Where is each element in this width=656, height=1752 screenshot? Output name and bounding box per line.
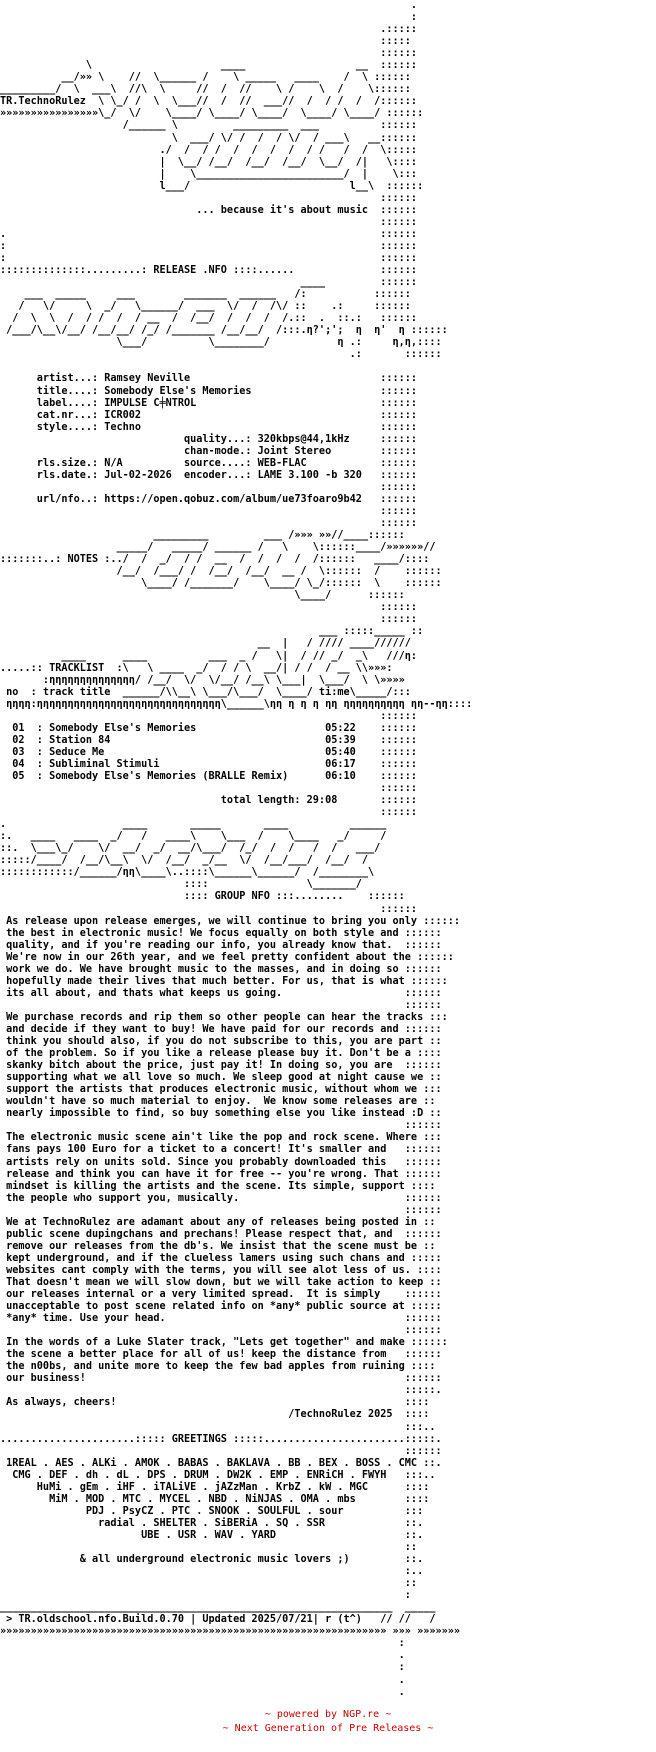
next-generation-link[interactable]: ~ Next Generation of Pre Releases ~ bbox=[222, 1723, 434, 1734]
powered-by-footer bbox=[0, 1708, 656, 1736]
powered-by-link[interactable]: ~ powered by NGP.re ~ bbox=[264, 1709, 392, 1720]
nfo-ascii-document: . : .::::: ::::: :::::: \ ____ __ :::::: __/»» \ // \______ / \ _____ ____ / \ :::::: _________/ \ ___\ //\ \ // / // \ / \ / \:::::: TR.TechnoRulez \ \_/ / \ \___// / // ___// / / / / /:::::: »»»»»»»»»»»»»»»»\_/ \/ \____/ \____/ \____/ \____/ \____/ :::::: /______ \ _________ ___ :::::: \ ___/ \/ / / / \/ / ___\ __:::::: ./ / / / / / / / / / / / \::::: | \__/ /__/ /__/ /__/ \__/ /| \:::: | \________________________/ | \::: l___/ l__\ :::::: :::::: ... because it's about music :::::: :::::: . :::::: : :::::: : :::::: ::::::::::::::.........: RELEASE .NFO ::::...... :::::: ____ :::::: ___ _____ ___ _______ ______ /: :::::: / \/ \ _/ \______/ ___ \/ / /\/ :: .: :::::: / \ \ / / / / / __ / /__/ / / / /.:: . ::.: :::::: /___/\__\/__/ /__/__/ /_/ /_______ /__/__/ /:::.η?';'; η η' η :::::: \___/ \________/ η .: η,η,:::: .: :::::: artist...: Ramsey Neville :::::: title....: Somebody Else's Memories :::::: label....: IMPULSE C╪NTROL :::::: cat.nr...: ICR002 :::::: style....: Techno :::::: quality...: 320kbps@44,1kHz :::::: chan-mode.: Joint Stereo :::::: rls.size.: N/A source....: WEB-FLAC :::::: rls.date.: Jul-02-2026 encoder...: LAME 3.100 -b 320 :::::: :::::: url/nfo..: https://open.qobuz.com/album/ue73foaro9b42 :::::: :::::: :::::: _________ ___ /»»» »»//____:::::: _____/ _____/ ______ / \ \::::::____/»»»»»»// :::::::..: NOTES :../ / _/ / / __ / / / / /:::::: ____/:::: /__/ /___/ / /__/ /__/ __ / \:::::: / :::::: \____/ /_______/ \____/ \_/:::::: \ :::::: \____/ :::::: :::::: :::::: ___ :::::_____ :: __ | / //// ____////// ____ ____ ___ _ / \| / // _/ _\ ///η: .....:: TRACKLIST :\ \ ____ _/ / / \ __/| / / / __ \\»»»: :ηηηηηηηηηηηηηη/ /__/ \/ \/__/ /__\ \___| \___/ \ \»»»» no : track title ______/\\__\ \___/\___/ \____/ ti:me\_____/::: ηηηη:ηηηηηηηηηηηηηηηηηηηηηηηηηηηηηη\______\ηη η η η ηη ηηηηηηηηηη ηη--ηη:::: :::::: 01 : Somebody Else's Memories 05:22 :::::: 02 : Station 84 05:39 :::::: 03 : Seduce Me 05:40 :::::: 04 : Subliminal Stimuli 06:17 :::::: 05 : Somebody Else's Memories (BRALLE Remix) 06:10 :::::: :::::: total length: 29:08 :::::: :::::: . ____ _____ ____ ______ :. ____ ____ _/ / ____\ \___ / \____ _/ / ::. \___\_/ \/ __/ _/ __/\___/ /_/ / / / / ___/ :::::/____/ /__/\__\ \/ /__/ _/__ \/ /__/___/ /__/ / ::::::::::::/______/ηη\____\..::::\______\______/ /________\ :::: \_______/ :::: GROUP NFO :::........ :::::: :::::: As release upon release emerges, we will continue to bring you only :::::: the best in electronic music! We focus equally on both style and :::::: quality, and if you're reading our info, you already know that. :::::: We're now in our 26th year, and we feel pretty confident about the :::::: work we do. We have brought music to the masses, and in doing so :::::: hopefully made their lives that much better. For us, that is what :::::: its all about, and thats what keeps us going. :::::: :::::: We purchase records and rip them so other people can hear the tracks ::: and decide if they want to buy! We have paid for our records and :::::: think you should also, if you do not subscribe to this, you are part :: of the problem. So if you like a release please buy it. Don't be a :::: skanky bitch about the price, just pay it! In doing so, you are :::::: supporting what we all love so much. We sleep good at night cause we :: support the artists that produces electronic music, without whom we ::: wouldn't have so much material to enjoy. We know some releases are :: nearly impossible to find, so buy something else you like instead :D :: :::::: The electronic music scene ain't like the pop and rock scene. Where ::: fans pays 100 Euro for a ticket to a concert! It's smaller and :::::: artists rely on units sold. Since you probably downloaded this :::::: release and think you can have it for free -- you're wrong. That :::::: mindset is killing the artists and the scene. Its simple, support :::: the people who support you, musically. :::::: :::::: We at TechnoRulez are adamant about any of releases being posted in :: public scene dupingchans and prechans! Please respect that, and :::::: remove our releases from the db's. We insist that the scene must be :: kept underground, and if the clueless lamers using such chans and ::::: websites cant comply with the terms, you will see alot less of us. :::: That doesn't mean we will slow down, but we will take action to keep :: our releases internal or a very limited spread. It is simply :::::: unacceptable to post scene related info on *any* public source at ::::: *any* time. Use your head. :::::: :::::: In the words of a Luke Slater track, "Lets get together" and make :::::: the scene a better place for all of us! keep the distance from :::::: the n00bs, and unite more to keep the few bad apples from ruining :::: our business! :::::: :::::. As always, cheers! :::: /TechnoRulez 2025 :::: :::.. ......................::::: GREETINGS :::::.......................:::::. :::::: 1REAL . AES . ALKi . AMOK . BABAS . BAKLAVA . BB . BEX . BOSS . CMC ::. CMG . DEF . dh . dL . DPS . DRUM . DW2K . EMP . ENRiCH . FWYH :::.. HuMi . gEm . iHF . iTALiVE . jAZzMan . KrbZ . kW . MGC :::: MiM . MOD . MTC . MYCEL . NBD . NiNJAS . OMA . mbs :::: PDJ . PsyCZ . PTC . SNOOK . SOULFUL . sour ::: radial . SHELTER . SiBERiA . SQ . SSR ::. UBE . USR . WAV . YARD ::. :: & all underground electronic music lovers ;) ::. :.. :: : ________________________________________________________________ _____ > TR.oldschool.nfo.Build.0.70 | Updated 2025/07/21| r (t^) // // / »»»»»»»»»»»»»»»»»»»»»»»»»»»»»»»»»»»»»»»»»»»»»»»»»»»»»»»»»»»»»»» »»» »»»»»»» : . : . . bbox=[0, 0, 473, 1698]
